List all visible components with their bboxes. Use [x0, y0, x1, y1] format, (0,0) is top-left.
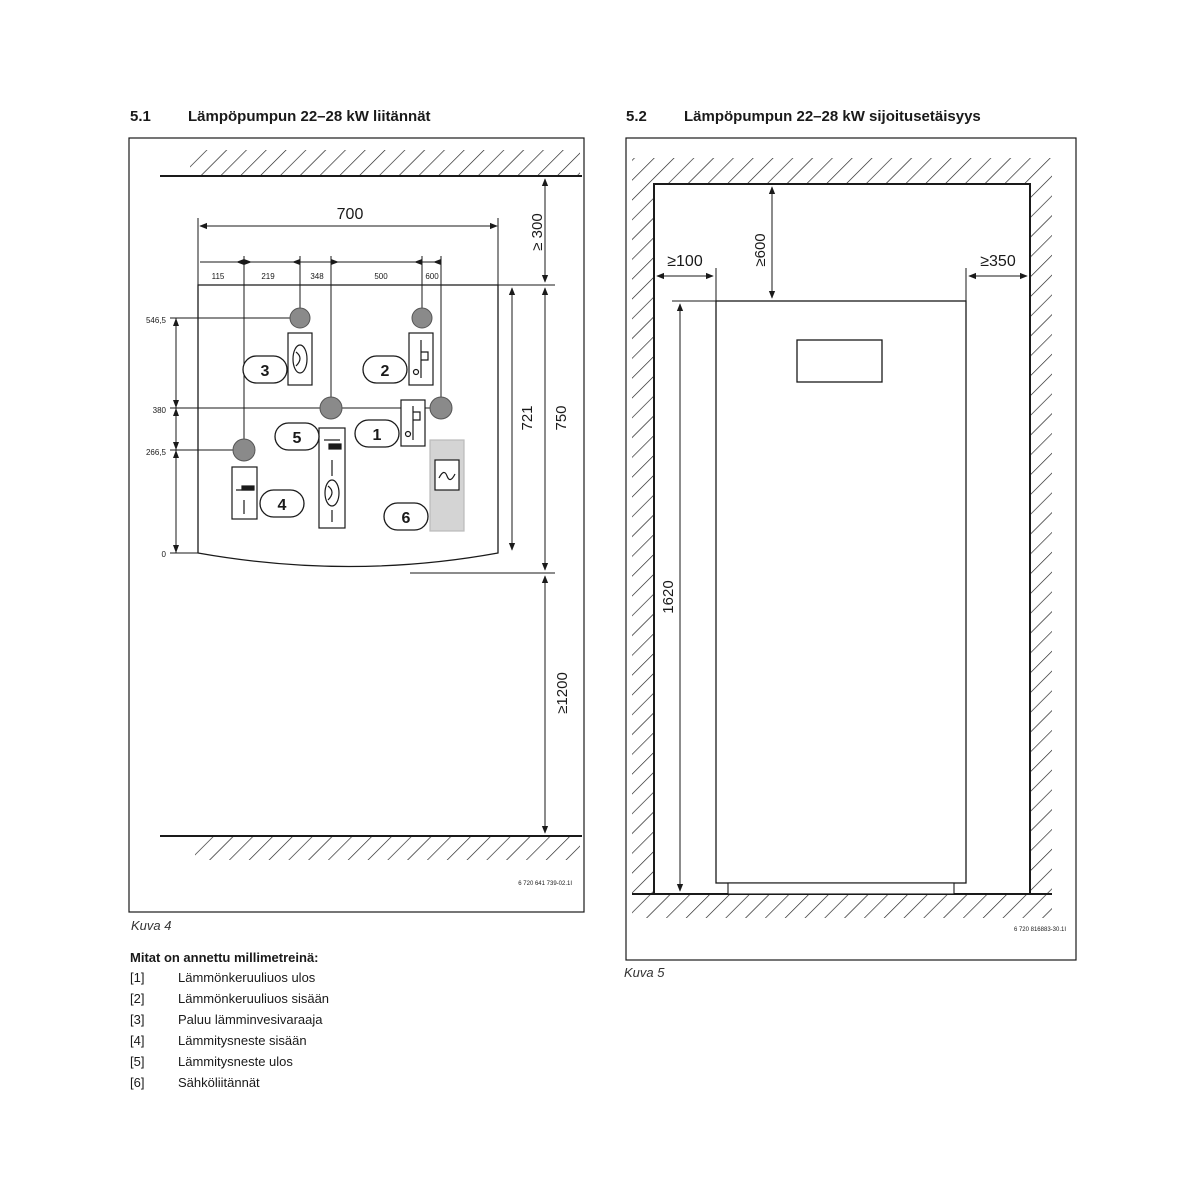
dim-300-label: ≥ 300	[529, 213, 546, 251]
dim-600-label: ≥600	[752, 233, 769, 267]
callout-label-5: 5	[292, 430, 302, 447]
dim-721-label: 721	[519, 405, 536, 431]
section-2-number: 5.2	[626, 108, 647, 125]
legend-item	[130, 970, 315, 990]
unit-display	[797, 340, 882, 382]
port-5	[320, 397, 342, 419]
unit-plinth	[728, 883, 954, 894]
legend-item	[130, 1012, 323, 1032]
legend-item-number: [4]	[130, 1033, 145, 1048]
legend-item	[130, 1033, 307, 1053]
wall-hatch-top	[190, 150, 580, 176]
figure-1-connections	[129, 138, 584, 912]
section-1-title: Lämpöpumpun 22–28 kW liitännät	[188, 108, 431, 125]
symbol-box-3	[288, 333, 312, 385]
legend-item-number: [1]	[130, 970, 145, 985]
dim-546-label: 546,5	[145, 316, 166, 325]
port-3	[290, 308, 310, 328]
legend-item-label: Lämmitysneste sisään	[178, 1033, 307, 1048]
callout-label-3: 3	[260, 363, 270, 380]
legend-heading: Mitat on annettu millimetreinä:	[130, 950, 319, 965]
figure-1-caption: Kuva 4	[131, 918, 172, 933]
legend-item-label: Lämmönkeruuliuos sisään	[178, 991, 330, 1006]
callout-label-1: 1	[372, 427, 382, 444]
dim-266-label: 266,5	[145, 448, 166, 457]
dim-219-label: 219	[261, 272, 275, 281]
figure-2-caption: Kuva 5	[624, 965, 665, 980]
legend-item-number: [2]	[130, 991, 145, 1006]
dim-500-label: 500	[374, 272, 388, 281]
floor-hatch	[195, 836, 580, 860]
port-1	[430, 397, 452, 419]
legend-item-number: [3]	[130, 1012, 145, 1027]
legend-item-number: [6]	[130, 1075, 145, 1090]
legend-item	[130, 1075, 260, 1095]
dim-348-label: 348	[310, 272, 324, 281]
section-1-number: 5.1	[130, 108, 151, 125]
legend-item-label: Paluu lämminvesivaraaja	[178, 1012, 323, 1027]
dim-115-label: 115	[211, 272, 225, 281]
symbol-box-1	[401, 400, 425, 446]
port-4	[233, 439, 255, 461]
dim-380-label: 380	[152, 406, 166, 415]
legend-item-label: Lämmönkeruuliuos ulos	[178, 970, 316, 985]
dim-0-label: 0	[161, 550, 166, 559]
symbol-box-6-electrical	[430, 440, 464, 531]
dim-100-label: ≥100	[667, 253, 703, 270]
image-code-2: 6 720 816883-30.1I	[1013, 927, 1066, 933]
figure-1-labels	[146, 206, 572, 887]
port-2	[412, 308, 432, 328]
symbol-box-2	[409, 333, 433, 385]
callout-label-6: 6	[401, 510, 411, 527]
symbol-box-4	[232, 467, 257, 519]
legend-item	[130, 991, 329, 1011]
legend-item-number: [5]	[130, 1054, 145, 1069]
callout-label-4: 4	[277, 497, 287, 514]
dim-700-label: 700	[336, 206, 364, 223]
figure-1-frame	[129, 138, 584, 912]
dim-1200-label: ≥1200	[554, 672, 571, 714]
image-code-1: 6 720 641 739-02.1I	[518, 881, 572, 887]
callout-label-2: 2	[380, 363, 390, 380]
dim-1620-label: 1620	[660, 580, 677, 614]
heat-pump-unit	[716, 301, 966, 883]
dim-350-label: ≥350	[980, 253, 1016, 270]
dim-600-label: 600	[425, 272, 439, 281]
dim-750-label: 750	[553, 405, 570, 431]
legend-item-label: Lämmitysneste ulos	[178, 1054, 293, 1069]
symbol-box-5	[319, 428, 345, 528]
legend-item-label: Sähköliitännät	[178, 1075, 260, 1090]
legend-item	[130, 1054, 293, 1074]
section-2-title: Lämpöpumpun 22–28 kW sijoitusetäisyys	[684, 108, 981, 125]
